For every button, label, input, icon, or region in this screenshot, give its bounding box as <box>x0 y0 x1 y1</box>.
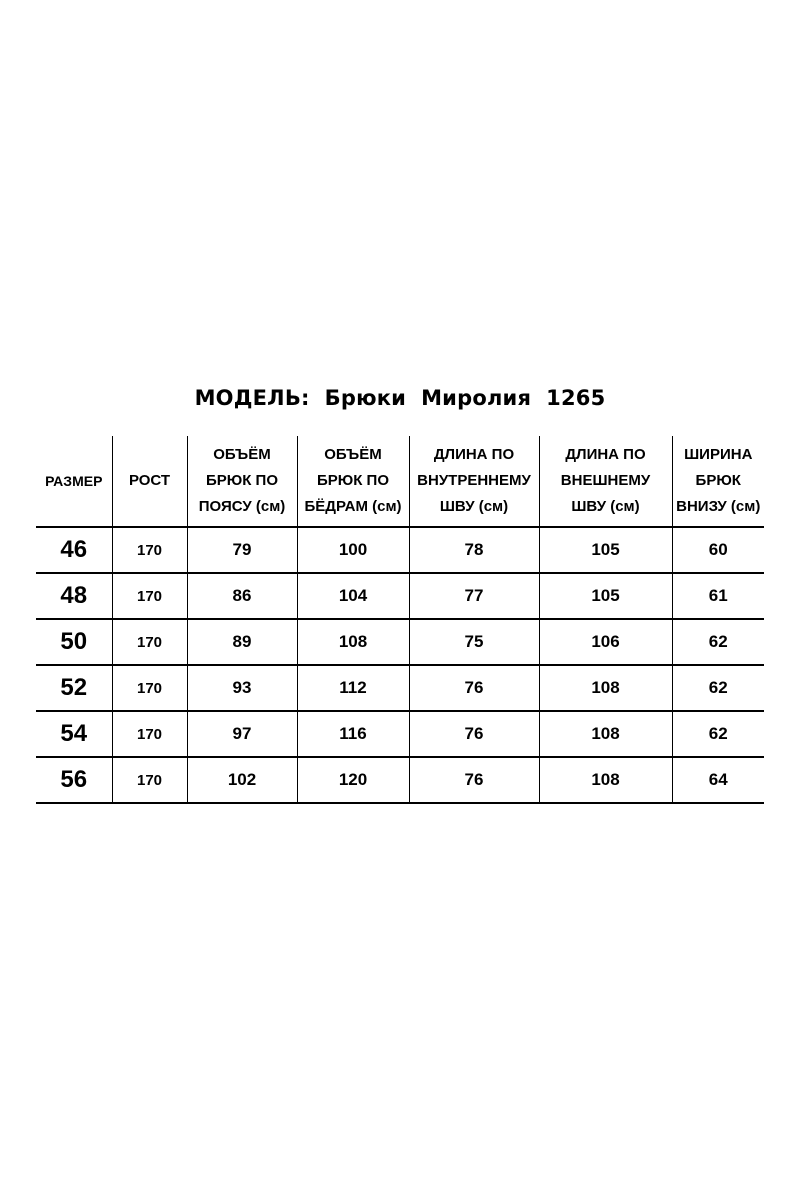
header-size: РАЗМЕР <box>36 436 112 527</box>
outseam-cell: 108 <box>539 665 672 711</box>
table-row <box>36 757 764 803</box>
size-cell: 46 <box>36 527 112 573</box>
hips-cell: 120 <box>297 757 409 803</box>
height-cell: 170 <box>112 527 187 573</box>
table-row <box>36 573 764 619</box>
height-cell: 170 <box>112 711 187 757</box>
header-hem-width: ШИРИНА БРЮК ВНИЗУ (см) <box>672 436 764 527</box>
table-header-row <box>36 436 764 527</box>
waist-cell: 97 <box>187 711 297 757</box>
inseam-cell: 76 <box>409 757 539 803</box>
hips-cell: 100 <box>297 527 409 573</box>
header-height: РОСТ <box>112 436 187 527</box>
table-row <box>36 711 764 757</box>
outseam-cell: 108 <box>539 757 672 803</box>
page-title: МОДЕЛЬ: Брюки Миролия 1265 <box>194 386 606 410</box>
waist-cell: 102 <box>187 757 297 803</box>
hem-width-cell: 64 <box>672 757 764 803</box>
hem-width-cell: 62 <box>672 711 764 757</box>
table-row <box>36 619 764 665</box>
waist-cell: 93 <box>187 665 297 711</box>
inseam-cell: 78 <box>409 527 539 573</box>
hem-width-cell: 62 <box>672 619 764 665</box>
size-cell: 50 <box>36 619 112 665</box>
size-cell: 48 <box>36 573 112 619</box>
hem-width-cell: 62 <box>672 665 764 711</box>
size-cell: 52 <box>36 665 112 711</box>
hem-width-cell: 61 <box>672 573 764 619</box>
hips-cell: 116 <box>297 711 409 757</box>
waist-cell: 79 <box>187 527 297 573</box>
size-cell: 56 <box>36 757 112 803</box>
size-chart-table <box>36 436 764 804</box>
height-cell: 170 <box>112 619 187 665</box>
outseam-cell: 106 <box>539 619 672 665</box>
waist-cell: 89 <box>187 619 297 665</box>
header-hips: ОБЪЁМ БРЮК ПО БЁДРАМ (см) <box>297 436 409 527</box>
hips-cell: 112 <box>297 665 409 711</box>
hips-cell: 104 <box>297 573 409 619</box>
inseam-cell: 77 <box>409 573 539 619</box>
hem-width-cell: 60 <box>672 527 764 573</box>
height-cell: 170 <box>112 665 187 711</box>
height-cell: 170 <box>112 757 187 803</box>
waist-cell: 86 <box>187 573 297 619</box>
size-cell: 54 <box>36 711 112 757</box>
inseam-cell: 75 <box>409 619 539 665</box>
height-cell: 170 <box>112 573 187 619</box>
outseam-cell: 108 <box>539 711 672 757</box>
header-inseam: ДЛИНА ПО ВНУТРЕННЕМУ ШВУ (см) <box>409 436 539 527</box>
hips-cell: 108 <box>297 619 409 665</box>
header-outseam: ДЛИНА ПО ВНЕШНЕМУ ШВУ (см) <box>539 436 672 527</box>
table-row <box>36 665 764 711</box>
inseam-cell: 76 <box>409 711 539 757</box>
outseam-cell: 105 <box>539 527 672 573</box>
table-row <box>36 527 764 573</box>
inseam-cell: 76 <box>409 665 539 711</box>
header-waist: ОБЪЁМ БРЮК ПО ПОЯСУ (см) <box>187 436 297 527</box>
outseam-cell: 105 <box>539 573 672 619</box>
